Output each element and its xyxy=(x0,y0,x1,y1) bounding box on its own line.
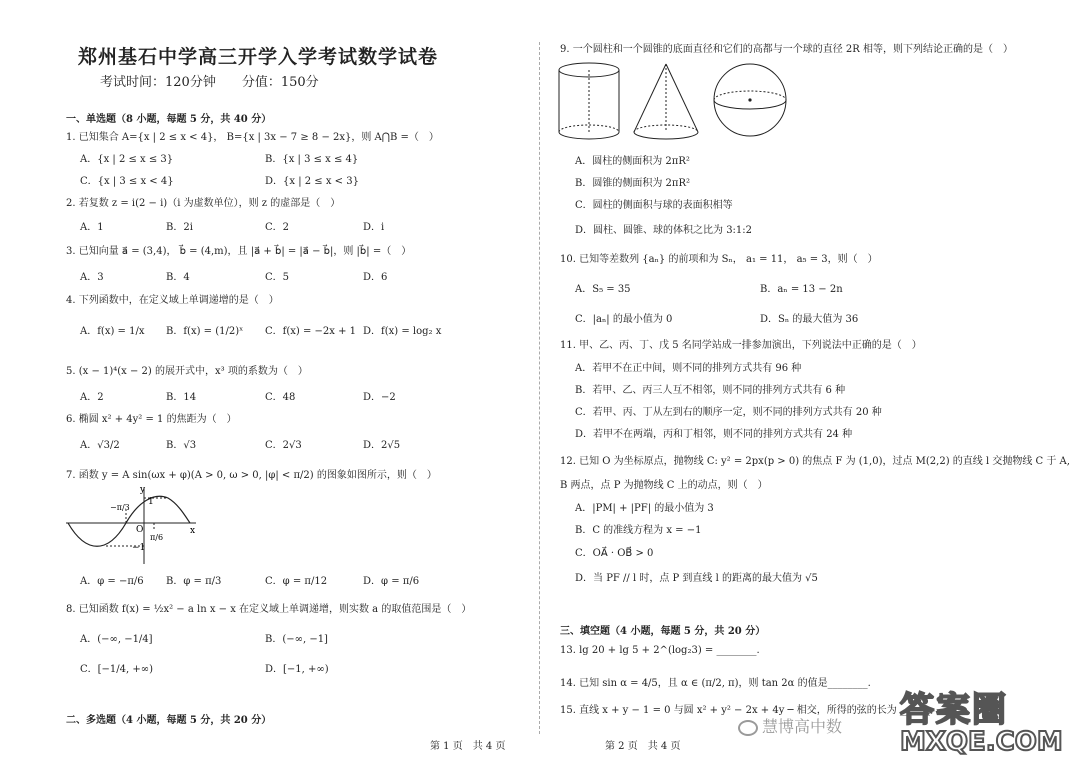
q8-option-d: D．[−1, +∞) xyxy=(265,664,329,675)
q2-stem: 2. 若复数 z = i(2 − i)（i 为虚数单位），则 z 的虚部是（ ） xyxy=(66,198,341,209)
q6-stem: 6. 椭圆 x² + 4y² = 1 的焦距为（ ） xyxy=(66,414,237,425)
q14-stem: 14. 已知 sin α = 4/5，且 α ∈ (π/2, π)，则 tan 2α 的值是________. xyxy=(560,678,871,689)
section-fill-blank: 三、填空题（4 小题，每题 5 分，共 20 分） xyxy=(560,626,766,637)
section-single-choice: 一、单选题（8 小题，每题 5 分，共 40 分） xyxy=(66,114,272,125)
stamp-text: 答案圈 xyxy=(900,690,1008,730)
q6-option-a: A．√3/2 xyxy=(80,440,120,451)
cylinder-shape xyxy=(559,63,619,139)
q4-option-b: B．f(x) = (1/2)ˣ xyxy=(166,326,244,337)
q2-option-a: A．1 xyxy=(80,222,104,233)
q9-option-c: C．圆柱的侧面积与球的表面积相等 xyxy=(575,200,733,211)
q12-option-c: C．OA⃗ · OB⃗ > 0 xyxy=(575,548,654,559)
q9-option-b: B．圆锥的侧面积为 2πR² xyxy=(575,178,690,189)
q1-option-c: C．{x | 3 ≤ x < 4} xyxy=(80,176,174,187)
q4-option-d: D．f(x) = log₂ x xyxy=(363,326,442,337)
q13-stem: 13. lg 20 + lg 5 + 2^(log₂3) = ________. xyxy=(560,645,760,656)
q6-option-c: C．2√3 xyxy=(265,440,302,451)
q6-option-d: D．2√5 xyxy=(363,440,401,451)
q3-option-b: B．4 xyxy=(166,272,190,283)
q5-option-b: B．14 xyxy=(166,392,197,403)
label-x: x xyxy=(190,526,196,536)
page-footer-2: 第 2 页 共 4 页 xyxy=(605,741,681,752)
q1-stem: 1. 已知集合 A={x | 2 ≤ x < 4}， B={x | 3x − 7 ≥ 8 − 2x}，则 A⋂B =（ ） xyxy=(66,132,439,143)
q5-option-d: D．−2 xyxy=(363,392,396,403)
answer-stamp-watermark xyxy=(900,682,1070,762)
q3-option-d: D．6 xyxy=(363,272,388,283)
q4-option-a: A．f(x) = 1/x xyxy=(80,326,145,337)
label-origin: O xyxy=(136,525,144,535)
sphere-shape xyxy=(714,64,786,136)
q5-option-c: C．48 xyxy=(265,392,296,403)
q11-stem: 11. 甲、乙、丙、丁、戊 5 名同学站成一排参加演出，下列说法中正确的是（ ） xyxy=(560,340,922,351)
q8-stem: 8. 已知函数 f(x) = ½x² − a ln x − x 在定义域上单调递增，则实数 a 的取值范围是（ ） xyxy=(66,604,472,615)
wechat-watermark-label: 慧博高中数 xyxy=(762,717,843,736)
cone-shape xyxy=(634,64,698,139)
q1-option-d: D．{x | 2 ≤ x < 3} xyxy=(265,176,359,187)
q1-option-b: B．{x | 3 ≤ x ≤ 4} xyxy=(265,154,359,165)
q7-option-c: C．φ = π/12 xyxy=(265,576,328,587)
wechat-watermark xyxy=(738,714,842,737)
label-neg-one: −1 xyxy=(132,543,146,553)
q10-stem: 10. 已知等差数列 {aₙ} 的前项和为 Sₙ， a₁ = 11， a₅ = 3，则（ ） xyxy=(560,254,878,265)
q12-option-a: A．|PM| + |PF| 的最小值为 3 xyxy=(575,503,714,514)
section-multiple-choice: 二、多选题（4 小题，每题 5 分，共 20 分） xyxy=(66,715,272,726)
site-text: MXQE.COM xyxy=(900,727,1063,757)
label-y: y xyxy=(140,485,146,495)
exam-title: 郑州基石中学高三开学入学考试数学试卷 xyxy=(78,46,439,68)
label-pi6: π/6 xyxy=(150,533,164,542)
q5-stem: 5. (x − 1)⁴(x − 2) 的展开式中，x³ 项的系数为（ ） xyxy=(66,366,308,377)
q9-option-a: A．圆柱的侧面积为 2πR² xyxy=(575,156,690,167)
q11-option-b: B．若甲、乙、丙三人互不相邻，则不同的排列方式共有 6 种 xyxy=(575,385,846,396)
q10-option-a: A．S₅ = 35 xyxy=(575,284,631,295)
q12-stem-continued: B 两点，点 P 为抛物线 C 上的动点，则（ ） xyxy=(560,480,768,491)
q7-option-b: B．φ = π/3 xyxy=(166,576,222,587)
q9-option-d: D．圆柱、圆锥、球的体积之比为 3:1:2 xyxy=(575,225,753,236)
q2-option-c: C．2 xyxy=(265,222,290,233)
q12-option-b: B．C 的准线方程为 x = −1 xyxy=(575,525,702,536)
q7-stem: 7. 函数 y = A sin(ωx + φ)(A > 0, ω > 0, |φ| < π/2) 的图象如图所示，则（ ） xyxy=(66,470,437,481)
page-divider xyxy=(539,42,541,734)
q7-option-d: D．φ = π/6 xyxy=(363,576,420,587)
q8-option-b: B．(−∞, −1] xyxy=(265,634,328,645)
q4-stem: 4. 下列函数中，在定义域上单调递增的是（ ） xyxy=(66,295,279,306)
q7-option-a: A．φ = −π/6 xyxy=(80,576,144,587)
q8-option-a: A．(−∞, −1/4] xyxy=(80,634,153,645)
q10-option-d: D．Sₙ 的最大值为 36 xyxy=(760,314,859,325)
q3-stem: 3. 已知向量 a⃗ = (3,4)， b⃗ = (4,m)，且 |a⃗ + b⃗| = |a⃗ − b⃗|，则 |b⃗| =（ ） xyxy=(66,246,412,257)
q10-option-b: B．aₙ = 13 − 2n xyxy=(760,284,843,295)
q2-option-b: B．2i xyxy=(166,222,193,233)
q11-option-a: A．若甲不在正中间，则不同的排列方式共有 96 种 xyxy=(575,363,802,374)
q11-option-c: C．若甲、丙、丁从左到右的顺序一定，则不同的排列方式共有 20 种 xyxy=(575,407,882,418)
q4-option-c: C．f(x) = −2x + 1 xyxy=(265,326,357,337)
q12-option-d: D．当 PF // l 时，点 P 到直线 l 的距离的最大值为 √5 xyxy=(575,573,818,584)
exam-subtitle: 考试时间：120分钟 分值：150分 xyxy=(100,75,319,90)
q11-option-d: D．若甲不在两端，丙和丁相邻，则不同的排列方式共有 24 种 xyxy=(575,429,853,440)
q8-option-c: C．[−1/4, +∞) xyxy=(80,664,153,675)
q5-option-a: A．2 xyxy=(80,392,104,403)
q7-sine-graph xyxy=(66,484,206,566)
label-one: 1 xyxy=(148,497,154,507)
page-footer-1: 第 1 页 共 4 页 xyxy=(430,741,506,752)
q15-stem: 15. 直线 x + y − 1 = 0 与圆 x² + y² − 2x + 4y ─ 相交，所得的弦的长为 ______ xyxy=(560,705,930,716)
wechat-icon xyxy=(738,720,758,736)
q9-stem: 9. 一个圆柱和一个圆锥的底面直径和它们的高都与一个球的直径 2R 相等，则下列结论正确的是（ ） xyxy=(560,44,1013,55)
label-neg-pi3: −π/3 xyxy=(110,503,130,512)
q2-option-d: D．i xyxy=(363,222,385,233)
q6-option-b: B．√3 xyxy=(166,440,197,451)
q10-option-c: C．|aₙ| 的最小值为 0 xyxy=(575,314,673,325)
q3-option-a: A．3 xyxy=(80,272,104,283)
q9-solids-figure xyxy=(556,58,796,142)
q1-option-a: A．{x | 2 ≤ x ≤ 3} xyxy=(80,154,174,165)
q3-option-c: C．5 xyxy=(265,272,290,283)
q12-stem: 12. 已知 O 为坐标原点，抛物线 C: y² = 2px(p > 0) 的焦点 F 为 (1,0)，过点 M(2,2) 的直线 l 交抛物线 C 于 A, xyxy=(560,456,1070,467)
